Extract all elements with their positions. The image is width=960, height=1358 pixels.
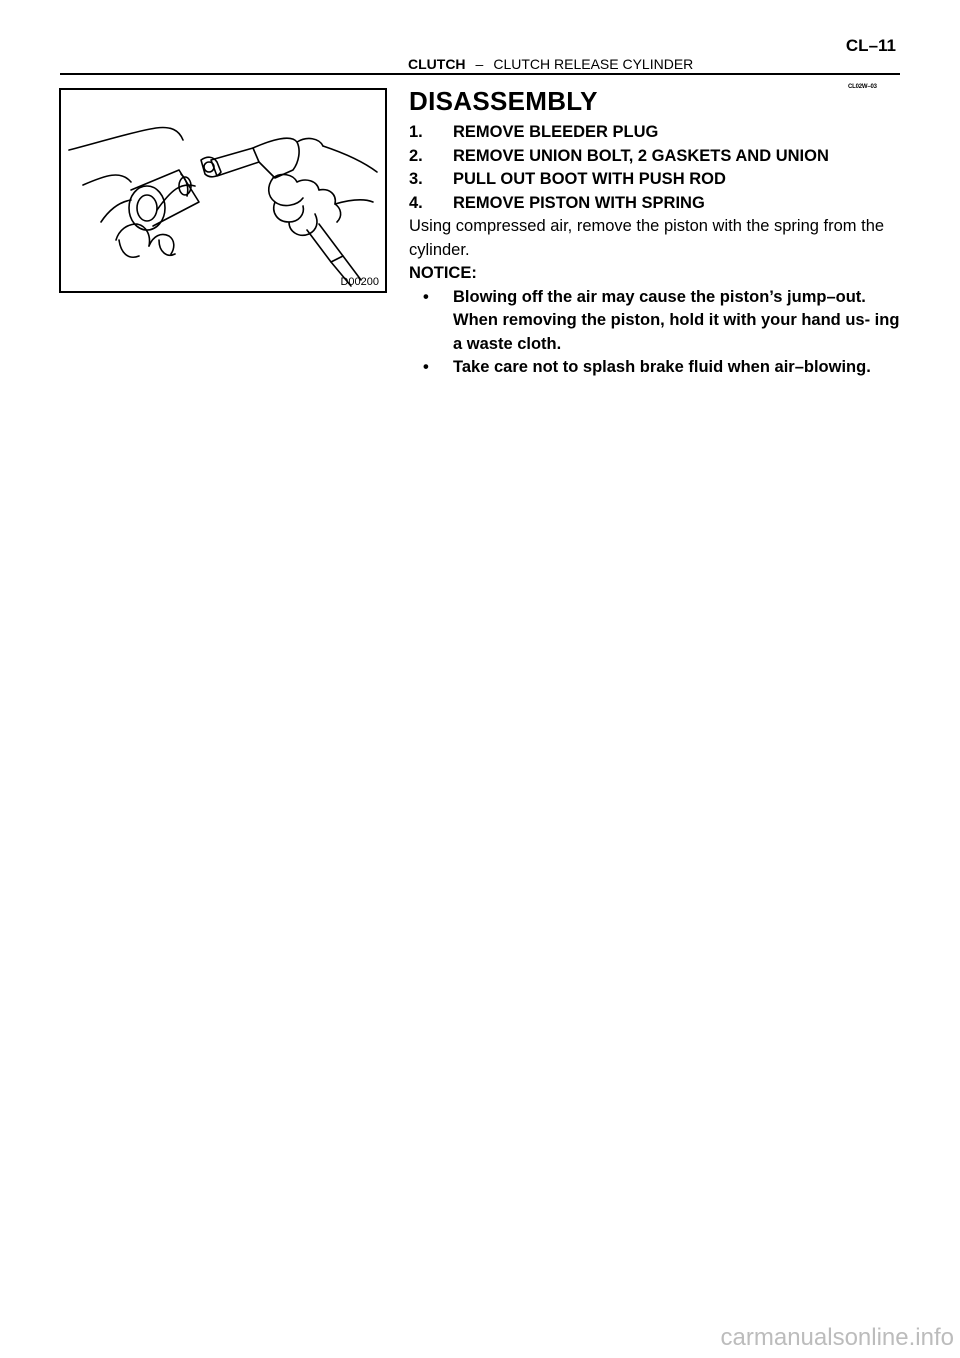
- step-text: REMOVE BLEEDER PLUG: [453, 123, 659, 141]
- hands-air-gun-illustration: [61, 90, 385, 291]
- bullet-icon: •: [423, 287, 429, 306]
- notice-label: NOTICE:: [409, 264, 477, 282]
- step-text: REMOVE PISTON WITH SPRING: [453, 193, 705, 212]
- section-name: CLUTCH RELEASE CYLINDER: [493, 56, 694, 72]
- step-item: [409, 192, 909, 216]
- step-number: 1.: [409, 123, 423, 141]
- notice-item: [409, 356, 909, 380]
- step-item: [409, 168, 909, 192]
- instruction-paragraph: Using compressed air, remove the piston with the spring from the cylinder.: [409, 217, 885, 259]
- step-item: [409, 145, 909, 169]
- header-rule: [60, 73, 900, 75]
- notice-item: [409, 286, 909, 357]
- bullet-icon: •: [423, 358, 429, 376]
- illustration-frame: [59, 88, 387, 293]
- page-number: CL–11: [845, 36, 896, 55]
- main-content: [409, 86, 909, 380]
- step-list: [409, 121, 909, 215]
- step-number: 3.: [409, 170, 423, 188]
- notice-text: Blowing off the air may cause the piston’s jump–out. When removing the piston, hold it with your hand us- ing a waste cloth.: [453, 287, 900, 353]
- notice-text: Take care not to splash brake fluid when air–blowing.: [453, 358, 871, 376]
- step-number: 4.: [409, 193, 423, 212]
- chapter-name: CLUTCH: [408, 56, 466, 72]
- notice-list: [409, 286, 909, 380]
- figure-id: D00200: [340, 276, 379, 288]
- step-text: REMOVE UNION BOLT, 2 GASKETS AND UNION: [453, 146, 829, 165]
- step-text: PULL OUT BOOT WITH PUSH ROD: [453, 170, 726, 188]
- header-separator: –: [475, 56, 484, 72]
- section-title: DISASSEMBLY: [409, 86, 598, 116]
- watermark: carmanualsonline.info: [720, 1324, 954, 1351]
- step-number: 2.: [409, 146, 423, 165]
- step-item: [409, 121, 909, 145]
- document-code: CL02W–03: [848, 84, 877, 90]
- running-header: [408, 56, 693, 72]
